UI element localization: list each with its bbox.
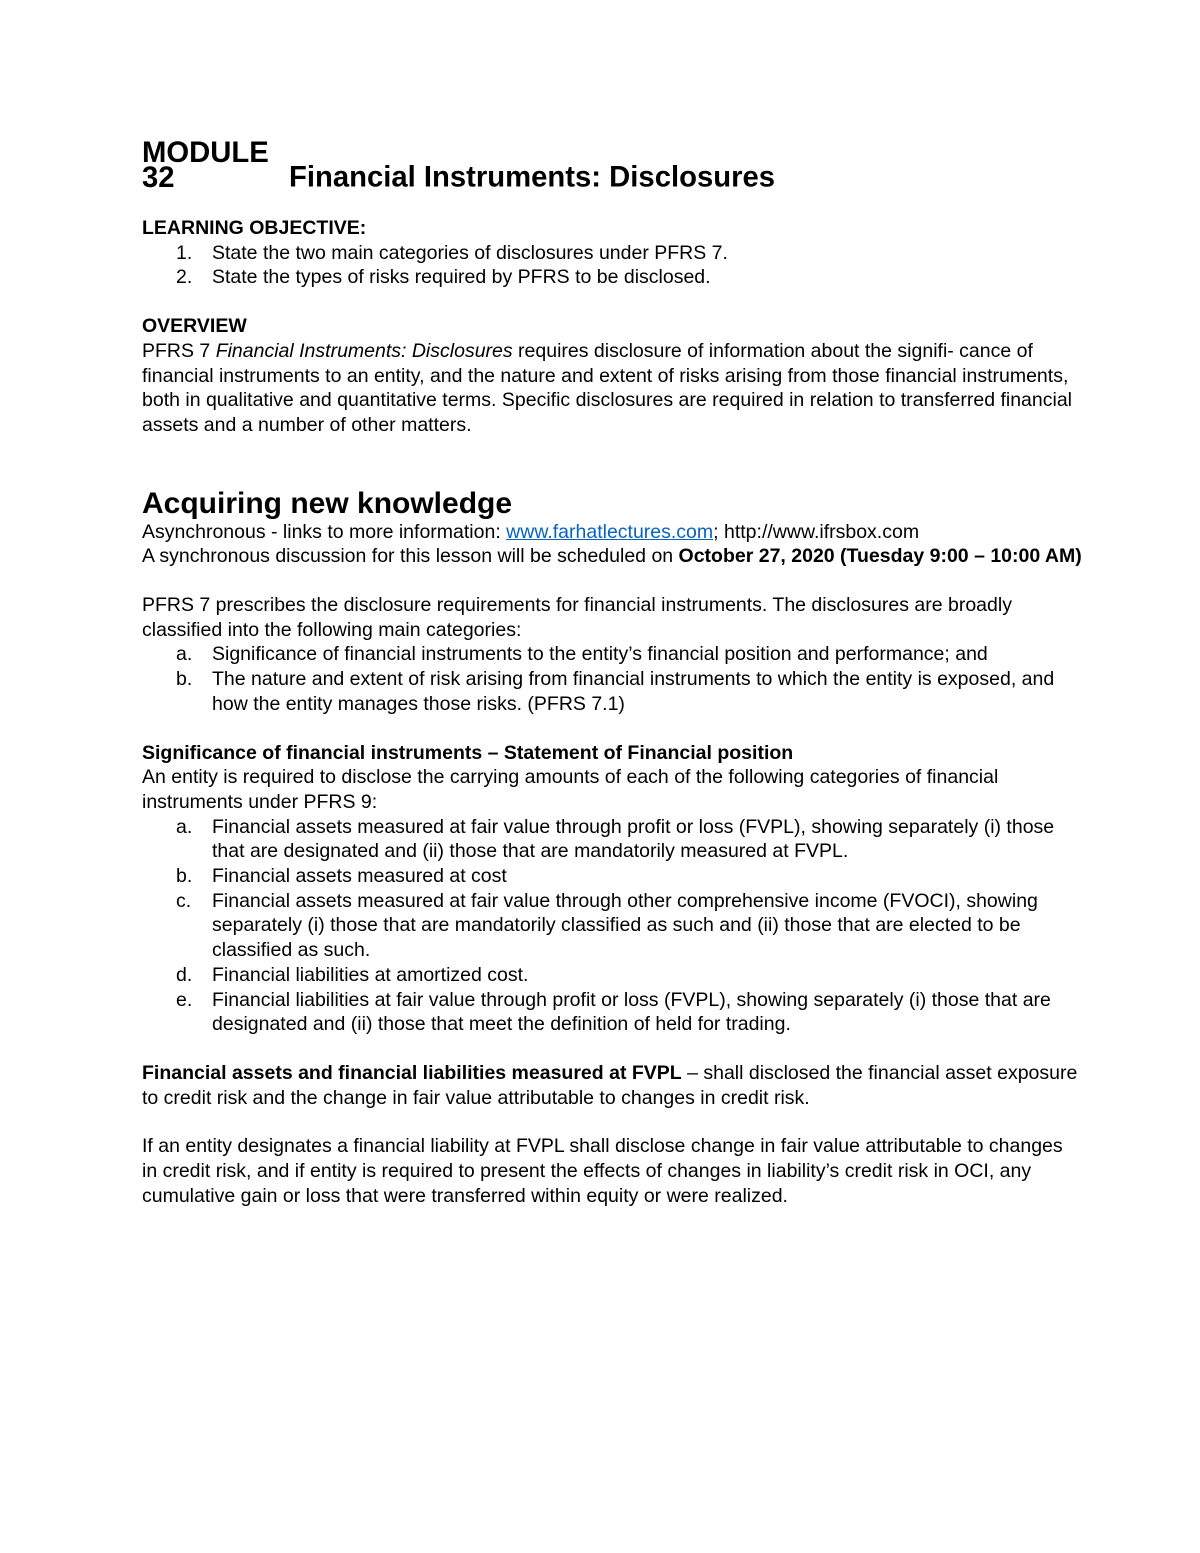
significance-categories-list xyxy=(142,815,1082,1037)
list-marker: a. xyxy=(176,643,193,666)
farhatlectures-link[interactable]: www.farhatlectures.com xyxy=(506,520,714,543)
fvpl-lead: Financial assets and financial liabilities measured at FVPL xyxy=(142,1061,682,1084)
overview-standard-name: Financial Instruments: Disclosures xyxy=(215,339,513,362)
list-item xyxy=(142,889,1082,963)
list-item-text: Financial assets measured at fair value through profit or loss (FVPL), showing separately (i) those that are designated and (ii) those that are mandatorily measured at FVPL. xyxy=(212,815,1055,863)
sync-prefix: A synchronous discussion for this lesson will be scheduled on xyxy=(142,545,679,568)
list-item xyxy=(142,667,1082,716)
list-marker: 1. xyxy=(176,241,193,264)
list-item xyxy=(142,265,1082,290)
fvpl-paragraph xyxy=(142,1061,1082,1110)
list-marker: d. xyxy=(176,963,193,986)
list-item-text: The nature and extent of risk arising from financial instruments to which the entity is exposed, and how the entity manages those risks. (PFRS 7.1) xyxy=(212,668,1055,715)
link-separator: ; xyxy=(713,520,724,543)
list-marker: c. xyxy=(176,889,192,912)
ifrsbox-link[interactable]: http://www.ifrsbox.com xyxy=(724,520,920,543)
significance-heading: Significance of financial instruments – Statement of Financial position xyxy=(142,741,794,764)
list-item-text: Financial liabilities at fair value through profit or loss (FVPL), showing separately (i) those that are designated and (ii) those that meet the definition of held for trading. xyxy=(212,988,1051,1036)
list-item-text: Significance of financial instruments to the entity’s financial position and performance; and xyxy=(212,643,988,666)
pfrs7-categories-list xyxy=(142,642,1082,716)
list-marker: 2. xyxy=(176,266,193,289)
learning-objective-section xyxy=(142,216,1082,290)
overview-lead: PFRS 7 xyxy=(142,339,216,362)
sync-line xyxy=(142,544,1082,569)
overview-heading: OVERVIEW xyxy=(142,315,247,338)
acquiring-heading: Acquiring new knowledge xyxy=(142,486,513,520)
list-item-text: Financial assets measured at cost xyxy=(212,865,507,888)
list-item-text: State the two main categories of disclosures under PFRS 7. xyxy=(212,241,728,264)
list-item xyxy=(142,815,1082,864)
learning-objective-list xyxy=(142,241,1082,290)
learning-objective-heading: LEARNING OBJECTIVE: xyxy=(142,217,367,239)
list-marker: b. xyxy=(176,865,193,888)
list-item xyxy=(142,963,1082,988)
document-page xyxy=(142,137,1082,1209)
list-item-text: Financial liabilities at amortized cost. xyxy=(212,963,529,986)
list-marker: a. xyxy=(176,815,193,838)
acquiring-section xyxy=(142,487,1082,569)
overview-paragraph xyxy=(142,339,1082,438)
significance-section xyxy=(142,741,1082,1037)
list-item-text: State the types of risks required by PFRS to be disclosed. xyxy=(212,266,711,289)
list-item xyxy=(142,642,1082,667)
pfrs7-intro: PFRS 7 prescribes the disclosure requirements for financial instruments. The disclosures are broadly classified into the following main categories: xyxy=(142,594,1012,641)
pfrs7-section xyxy=(142,593,1082,717)
list-item xyxy=(142,241,1082,266)
list-marker: b. xyxy=(176,668,193,691)
async-line xyxy=(142,520,1082,545)
list-marker: e. xyxy=(176,988,193,1011)
overview-body: requires disclosure of information about the signifi- cance of financial instruments to an entity, and the nature and extent of risks arising from those financial instruments, both in qualitative and quantitative terms. Specific disclosures are required in relation to transferred financial assets and a number of other matters. xyxy=(142,339,1073,436)
module-number: MODULE 32 xyxy=(142,137,269,194)
overview-section xyxy=(142,314,1082,438)
fvpl-body: – shall disclosed the financial asset exposure to credit risk and the change in fair value attributable to changes in credit risk. xyxy=(142,1061,1078,1109)
designates-paragraph: If an entity designates a financial liability at FVPL shall disclose change in fair value attributable to changes in credit risk, and if entity is required to present the effects of changes in liability’s credit risk in OCI, any cumulative gain or loss that were transferred within equity or were realized. xyxy=(142,1135,1063,1207)
list-item-text: Financial assets measured at fair value through other comprehensive income (FVOCI), showing separately (i) those that are mandatorily classified as such and (ii) those that are elected to be classified as such. xyxy=(212,889,1038,962)
module-title xyxy=(142,137,1082,194)
async-prefix: Asynchronous - links to more information: xyxy=(142,520,507,543)
list-item xyxy=(142,864,1082,889)
module-name: Financial Instruments: Disclosures xyxy=(289,161,776,194)
significance-intro: An entity is required to disclose the carrying amounts of each of the following categories of financial instruments under PFRS 9: xyxy=(142,766,999,813)
sync-date: October 27, 2020 (Tuesday 9:00 – 10:00 AM) xyxy=(678,545,1082,568)
list-item xyxy=(142,988,1082,1037)
